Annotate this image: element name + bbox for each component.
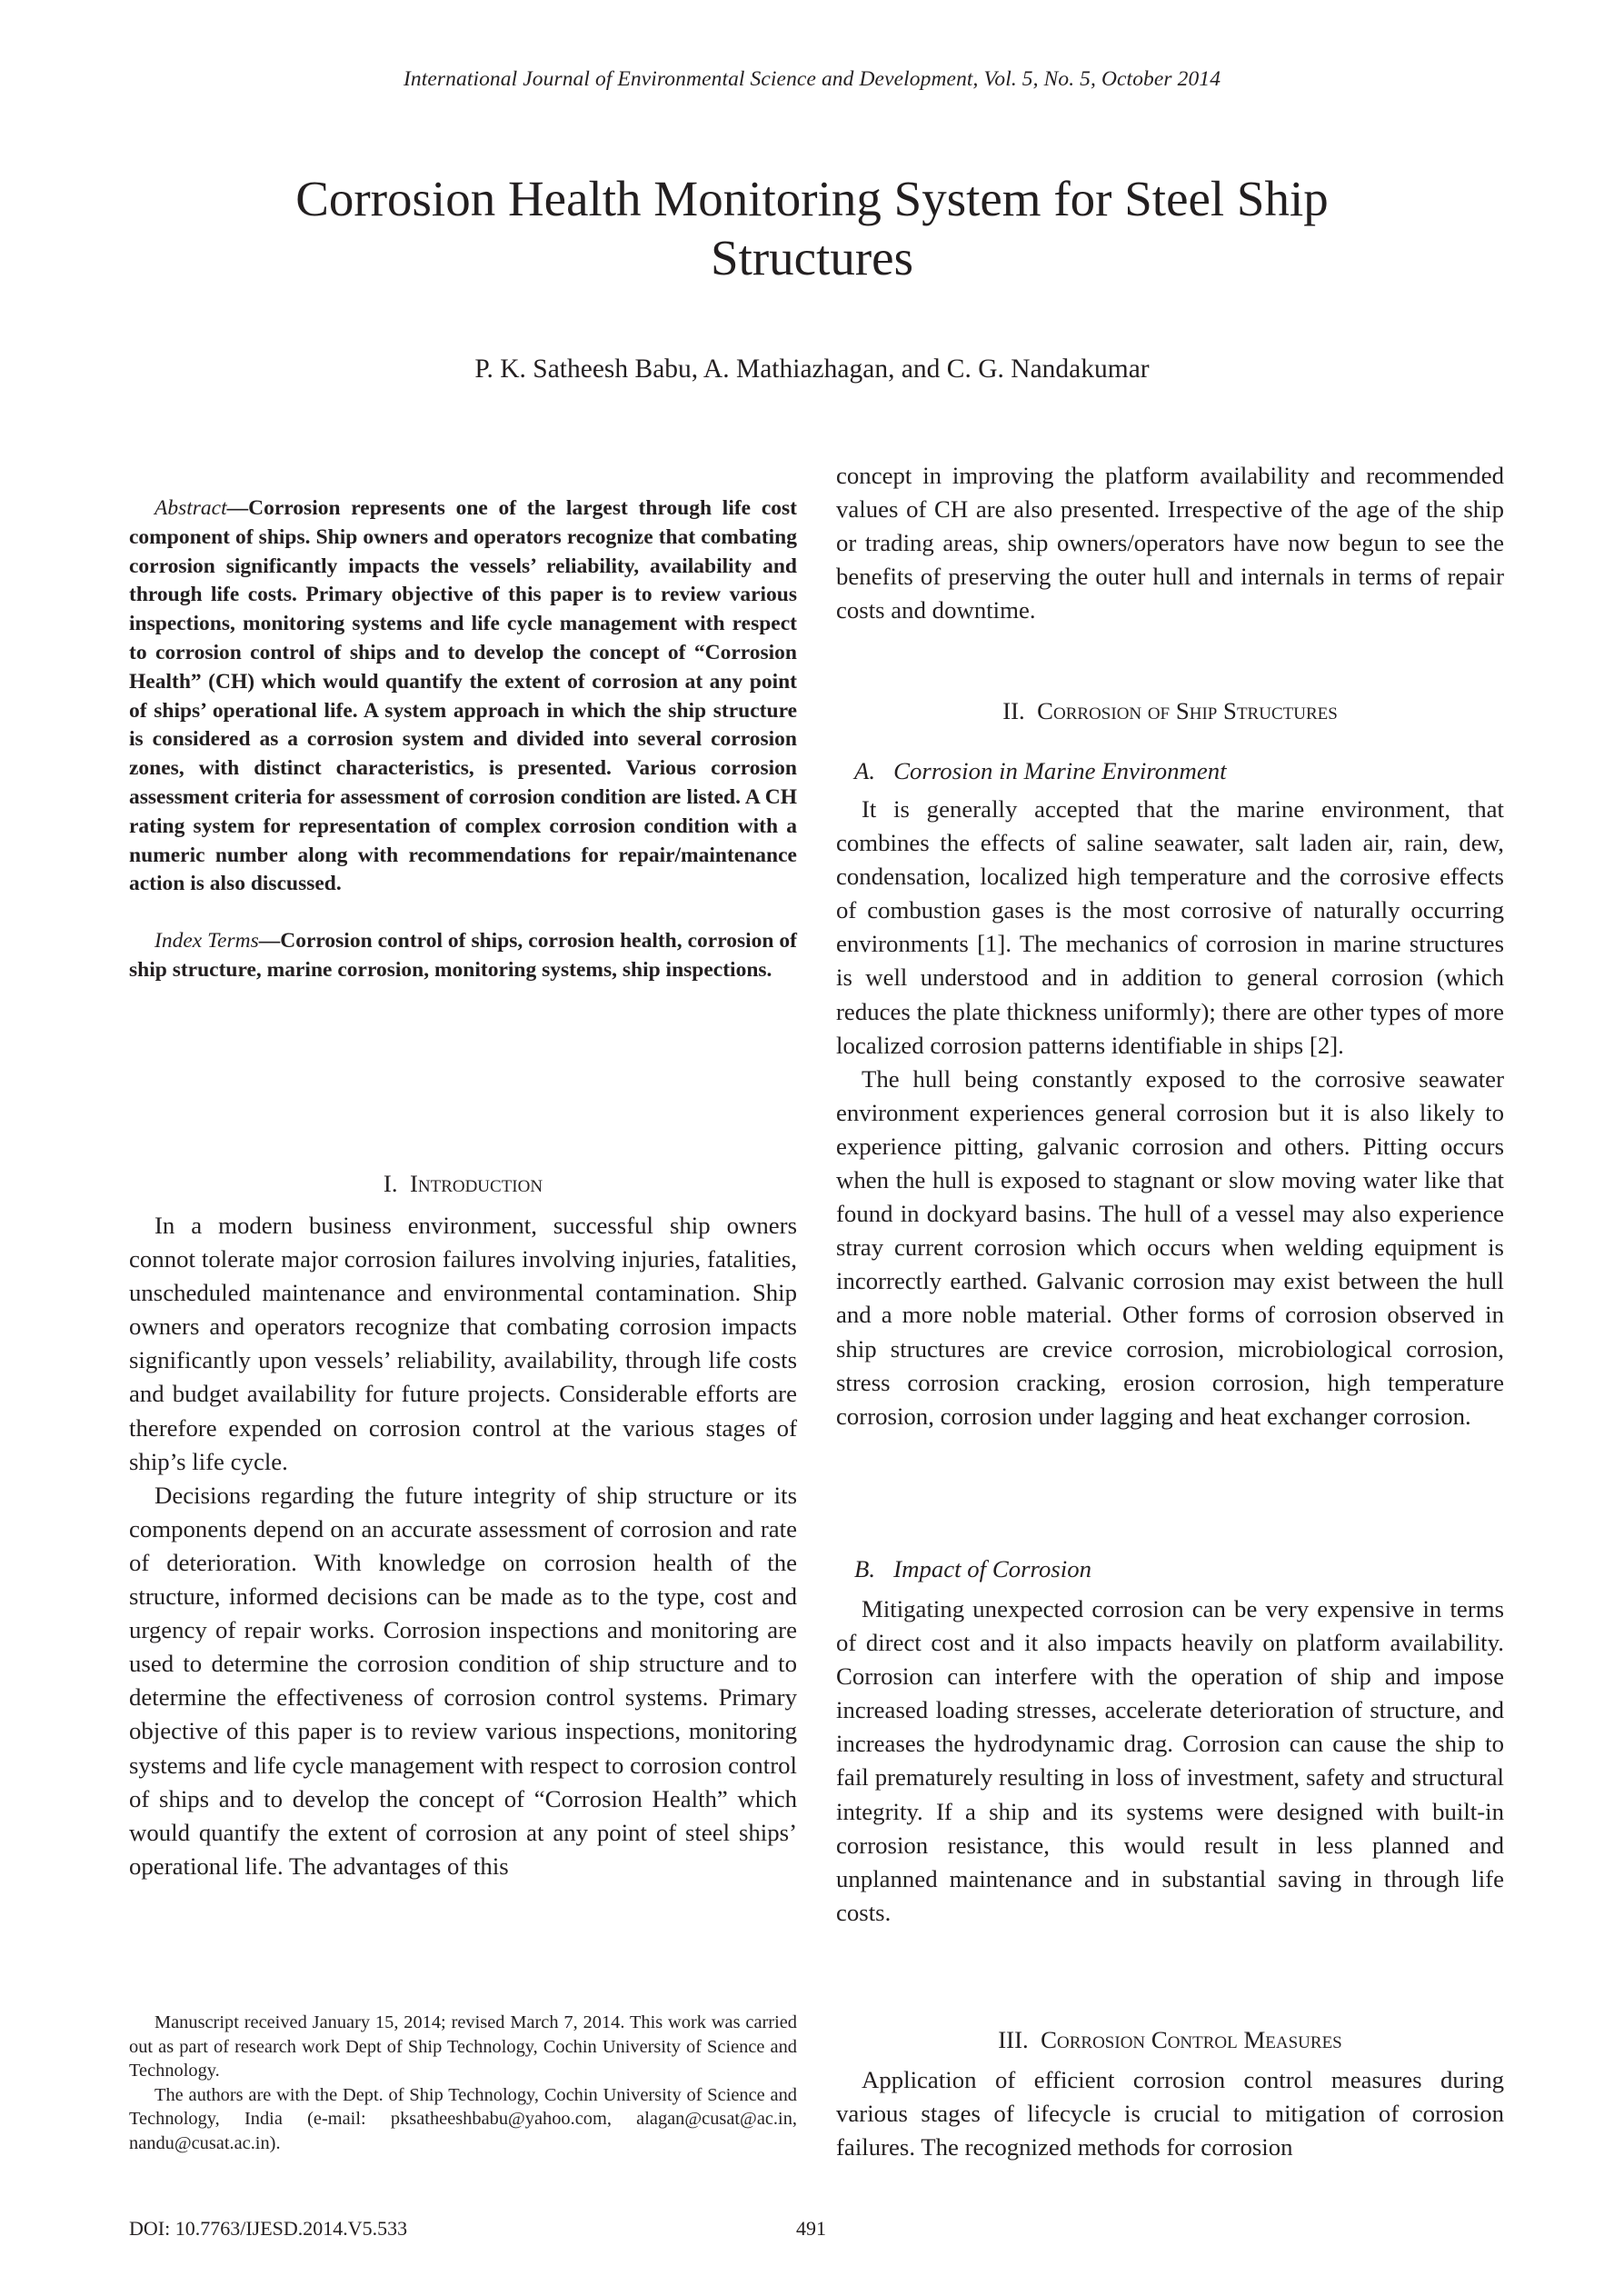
intro-paragraph-2-continued: concept in improving the platform availability and recommended values of CH are also presented. Irrespective of the age of the ship or trading areas, ship owners/operators have now begun to see the benefits of preserving the outer hull and internals in terms of repair costs and downtime. [836, 462, 1504, 624]
section-number: II. [1002, 697, 1025, 724]
journal-header: International Journal of Environmental Science and Development, Vol. 5, No. 5, October 2014 [403, 67, 1221, 91]
marine-environment-paragraph-1: It is generally accepted that the marine environment, that combines the effects of saline seawater, salt laden air, rain, dew, condensation, localized high temperature and the corrosive effects of combustion gases is the most corrosive of naturally occurring environments [1]. The mechanics of corrosion in marine structures is well understood and in addition to general corrosion (which reduces the plate thickness uniformly); there are other types of more localized corrosion patterns identifiable in ships [2]. [836, 795, 1504, 1059]
subsection-heading-impact-of-corrosion: B. Impact of Corrosion [854, 1555, 1092, 1582]
section-heading-introduction [129, 1167, 797, 1200]
section-number: I. [383, 1170, 398, 1197]
index-terms-label: Index Terms [154, 929, 259, 953]
subsection-heading-marine-environment: A. Corrosion in Marine Environment [854, 757, 1227, 784]
abstract-paragraph [129, 494, 797, 899]
doi: DOI: 10.7763/IJESD.2014.V5.533 [129, 2217, 408, 2240]
abstract-label: Abstract [154, 496, 227, 520]
section-title: Corrosion of Ship Structures [1037, 697, 1338, 724]
corrosion-control-paragraph-1: Application of efficient corrosion control measures during various stages of lifecycle is crucial to mitigation of corrosion failures. The recognized methods for corrosion [836, 2066, 1504, 2161]
footnote-manuscript: Manuscript received January 15, 2014; revised March 7, 2014. This work was carried out as part of research work Dept of Ship Technology, Cochin University of Science and Technology. [129, 2012, 797, 2081]
paper-title-line-1: Corrosion Health Monitoring System for Steel Ship [295, 171, 1329, 226]
marine-environment-body [836, 793, 1504, 1433]
impact-of-corrosion-paragraph-1: Mitigating unexpected corrosion can be very expensive in terms of direct cost and it also impacts heavily on platform availability. Corrosion can interfere with the operation of ship and impose increased loading stresses, accelerate deterioration of structure, and increases the hydrodynamic drag. Corrosion can cause the ship to fail prematurely resulting in loss of investment, safety and structural integrity. If a ship and its systems were designed with built-in corrosion resistance, this would result in less planned and unplanned maintenance and in substantial saving in through life costs. [836, 1595, 1504, 1926]
intro-paragraph-1: In a modern business environment, successful ship owners connot tolerate major corrosion failures involving injuries, fatalities, unscheduled maintenance and environmental contamination. Ship owners and operators recognize that combating corrosion impacts significantly upon vessels’ reliability, availability, through life costs and budget availability for future projects. Considerable efforts are therefore expended on corrosion control at the various stages of ship’s life cycle. [129, 1212, 797, 1475]
footnote [129, 2011, 797, 2156]
abstract [129, 494, 797, 985]
footnote-affiliation: The authors are with the Dept. of Ship Technology, Cochin University of Science and Technology, India (e-mail: pksatheeshbabu@yahoo.com, alagan@cusat@ac.in, nandu@cusat.ac.in). [129, 2084, 797, 2153]
authors: P. K. Satheesh Babu, A. Mathiazhagan, and C. G. Nandakumar [474, 354, 1150, 384]
section-heading-corrosion-of-ship-structures [836, 694, 1504, 727]
section-title: Introduction [409, 1170, 543, 1197]
marine-environment-paragraph-2: The hull being constantly exposed to the corrosive seawater environment experiences general corrosion but it is also likely to experience pitting, galvanic corrosion and others. Pitting occurs when the hull is exposed to stagnant or slow moving water like that found in dockyard basins. The hull of a vessel may also experience stray current corrosion which occurs when welding equipment is incorrectly earthed. Galvanic corrosion may exist between the hull and a more noble material. Other forms of corrosion observed in ship structures are crevice corrosion, microbiological corrosion, stress corrosion cracking, erosion corrosion, high temperature corrosion, corrosion under lagging and heat exchanger corrosion. [836, 1064, 1504, 1430]
right-column-top [836, 459, 1504, 627]
section-number: III. [998, 2026, 1029, 2053]
impact-of-corrosion-body [836, 1592, 1504, 1930]
section-heading-corrosion-control-measures [836, 2023, 1504, 2056]
paper-title-line-2: Structures [710, 230, 913, 285]
index-terms-text: —Corrosion control of ships, corrosion health, corrosion of ship structure, marine corrosion, monitoring systems, ship inspections. [129, 929, 797, 982]
intro-paragraph-2: Decisions regarding the future integrity of ship structure or its components depend on an accurate assessment of corrosion and rate of deterioration. With knowledge on corrosion health of the structure, informed decisions can be made as to the type, cost and urgency of repair works. Corrosion inspections and monitoring are used to determine the corrosion condition of ship structure and to determine the effectiveness of corrosion control systems. Primary objective of this paper is to review various inspections, monitoring systems and life cycle management with respect to corrosion control of ships and to develop the concept of “Corrosion Health” which would quantify the extent of corrosion at any point of steel ships’ operational life. The advantages of this [129, 1481, 797, 1880]
page-number: 491 [796, 2217, 826, 2240]
corrosion-control-body [836, 2063, 1504, 2164]
paper-title [182, 169, 1442, 287]
index-terms-paragraph [129, 927, 797, 985]
abstract-text: —Corrosion represents one of the largest through life cost component of ships. Ship owners and operators recognize that combating corrosion significantly impacts the vessels’ reliability, availability and through life costs. Primary objective of this paper is to review various inspections, monitoring systems and life cycle management with respect to corrosion control of ships and to develop the concept of “Corrosion Health” (CH) which would quantify the extent of corrosion at any point of ships’ operational life. A system approach in which the ship structure is considered as a corrosion system and divided into several corrosion zones, with distinct characteristics, is presented. Various corrosion assessment criteria for assessment of corrosion condition are listed. A CH rating system for representation of complex corrosion condition with a numeric number along with recommendations for repair/maintenance action is also discussed. [129, 496, 797, 896]
left-column-body [129, 1209, 797, 1883]
section-title: Corrosion Control Measures [1041, 2026, 1342, 2053]
